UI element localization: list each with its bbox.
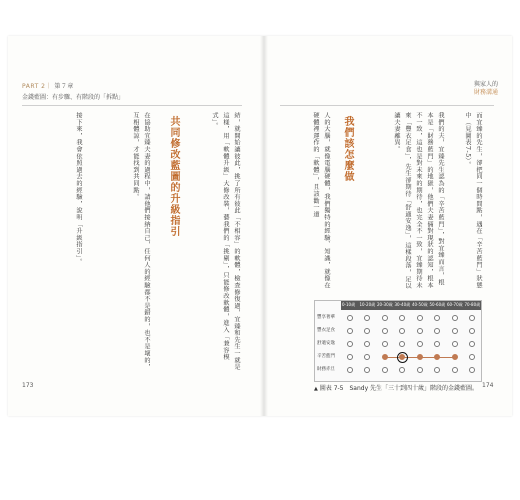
grid-dot: [347, 354, 353, 360]
grid-dot: [399, 315, 405, 321]
grid-dot: [364, 328, 370, 334]
caption-triangle-icon: ▲: [314, 386, 318, 392]
grid-dot: [469, 354, 475, 360]
row-label: 舒適安逸: [317, 341, 335, 346]
column-header: 40-50歲: [412, 302, 428, 307]
grid-dot: [382, 354, 388, 360]
grid-dot: [364, 315, 370, 321]
grid-dot: [434, 354, 440, 360]
grid-dot: [452, 341, 458, 347]
grid-dot: [452, 354, 458, 360]
chapter-subtitle: 金錢藍圖：有步驟、有階段的「拆點」: [22, 94, 125, 101]
grid-dot: [434, 367, 440, 373]
book-gutter: [260, 36, 268, 416]
grid-dot: [434, 341, 440, 347]
row-label: 豐享奢華: [317, 315, 335, 320]
right-paragraph-1: 而宜臻的先生，卻把同一個時間點，遇在「辛苦藍門」狀態中（見圖表7-5）。: [464, 112, 482, 289]
right-paragraph-3: 人的大腦，就像電腦硬體，我們獨特的經驗、知識，就像在硬體裡運作的「軟體」，且該勸一道: [312, 112, 330, 289]
grid-dot: [399, 341, 405, 347]
column-header: 70-80歲: [464, 302, 481, 307]
table-header-row: [341, 301, 481, 310]
grid-dot: [452, 315, 458, 321]
current-stage-ring: [397, 352, 408, 363]
part-label: PART 2｜: [22, 83, 52, 90]
row-label: 豐衣足食: [317, 328, 335, 333]
chapter-label: 第７章: [54, 83, 74, 90]
page-number-right: 174: [482, 382, 494, 389]
left-paragraph-2: 在協助宜臻夫妻的過程中，請他們接納自己，任何人的經驗都不是錯的，也不是壞的，互相體諒，才能找到共同點。: [132, 112, 150, 371]
header-right-line1: 與家人的: [473, 81, 498, 88]
grid-dot: [469, 367, 475, 373]
figure-caption: [314, 383, 478, 392]
grid-dot: [382, 328, 388, 334]
grid-dot: [469, 341, 475, 347]
left-paragraph-1: 結，就開始讓彼此，挑了所有彼此「不相容」的軟體，檢查修復過，宜臻和先生一就是這樣，用「軟體升級」大修改裝，藝我們的「挑剔」，只能修改軟體，進入「兼容模式」。: [211, 112, 240, 371]
grid-dot: [364, 341, 370, 347]
grid-dot: [399, 328, 405, 334]
grid-dot: [347, 328, 353, 334]
left-paragraph-3: 接下來，我會依照過去的經驗，說明「升級指引」。: [75, 112, 82, 266]
row-label: 財務赤旦: [317, 367, 335, 372]
running-header-left: [22, 81, 124, 101]
grid-dot: [382, 315, 388, 321]
grid-dot: [347, 315, 353, 321]
column-header: 50-60歲: [429, 302, 446, 307]
grid-dot: [434, 328, 440, 334]
header-right-line2: 財務溝通: [473, 89, 498, 96]
right-section-heading: 我們該怎麼做: [342, 116, 353, 182]
grid-dot: [347, 341, 353, 347]
grid-dot: [452, 367, 458, 373]
grid-dot: [417, 367, 423, 373]
column-header: 20-30歲: [377, 302, 393, 307]
money-blueprint-table: [314, 300, 482, 382]
left-section-heading: 共同修改藍圖的升級指引: [168, 116, 179, 237]
grid-dot: [469, 315, 475, 321]
column-header: 60-70歲: [447, 302, 463, 307]
grid-dot: [382, 341, 388, 347]
grid-dot: [399, 367, 405, 373]
caption-text: 圖表 7-5 Sandy 先生「三十到四十歲」階段的金錢藍圖。: [319, 385, 479, 392]
header-rule-right: [280, 105, 494, 106]
header-rule-left: [22, 105, 242, 106]
column-header: 0-10歲: [342, 302, 356, 307]
column-header: 10-20歲: [359, 302, 376, 307]
grid-dot: [417, 354, 423, 360]
grid-dot: [382, 367, 388, 373]
right-paragraph-2: 我們的夫，宜臻先生認為的「辛苦藍門」，對宜臻而言，根本是「財務藍門」的地獄，他們夫妻倆對現狀的認知，根本不一致，這也是對未來的期待，也完全不一致，宜臻期待未來「豐衣足食」，先生卻期待「舒適安逸」，這樣段落，足以讓夫妻離異。: [393, 112, 444, 290]
row-label: 辛苦藍門: [317, 354, 335, 359]
grid-dot: [364, 354, 370, 360]
grid-dot: [469, 328, 475, 334]
grid-dot: [417, 341, 423, 347]
grid-dot: [452, 328, 458, 334]
grid-dot: [417, 328, 423, 334]
grid-dot: [347, 367, 353, 373]
column-header: 30-40歲: [394, 302, 411, 307]
grid-dot: [364, 367, 370, 373]
running-header-right: [462, 81, 498, 97]
grid-dot: [434, 315, 440, 321]
page-number-left: 173: [22, 382, 34, 389]
grid-dot: [417, 315, 423, 321]
